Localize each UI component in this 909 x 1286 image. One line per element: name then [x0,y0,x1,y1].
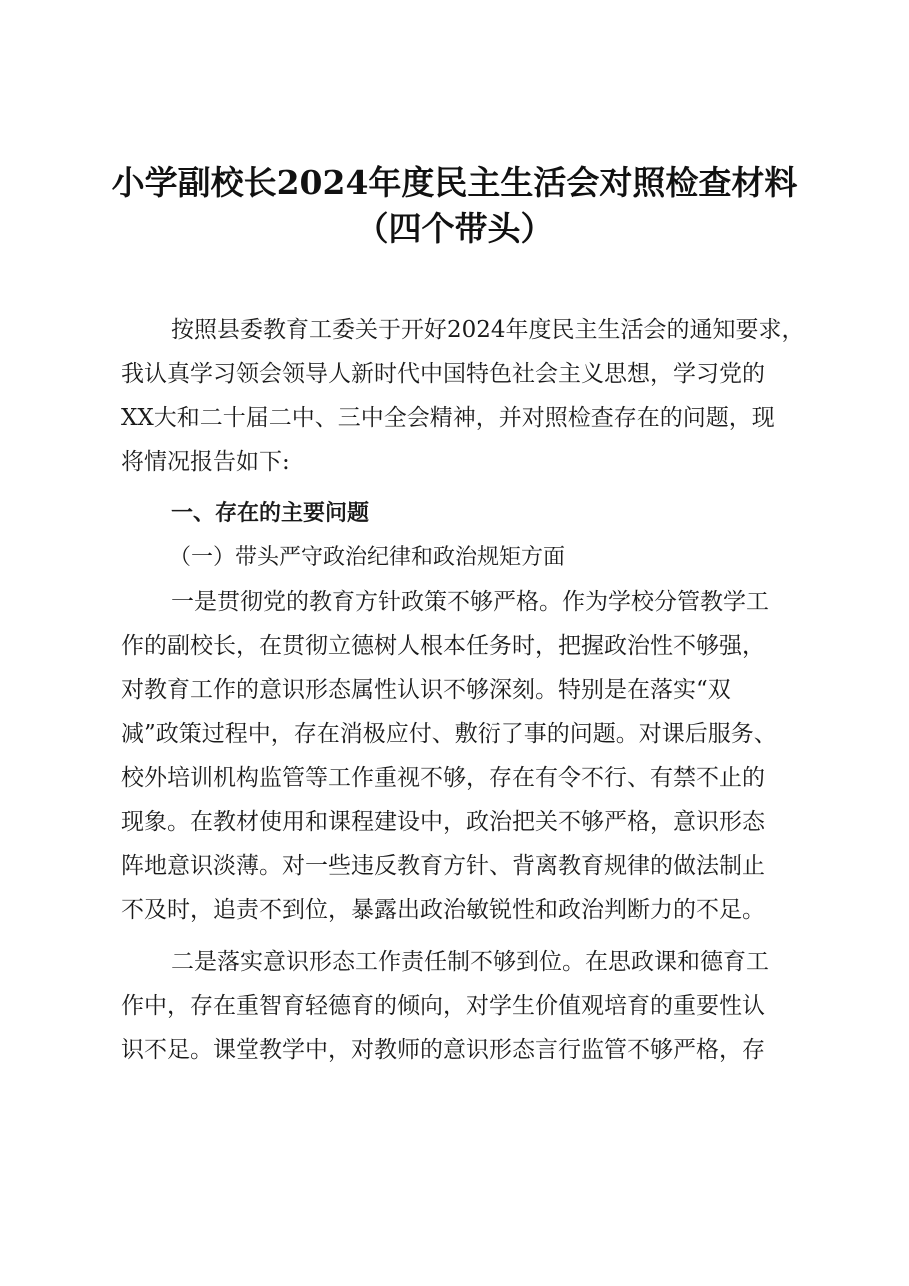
paragraph-line: 二是落实意识形态工作责任制不够到位。在思政课和德育工 [171,949,769,975]
paragraph-line: 对教育工作的意识形态属性认识不够深刻。特别是在落实“双 [121,677,731,703]
title-line-1: 小学副校长2024年度民主生活会对照检查材料 [111,163,798,202]
paragraph-line: 作的副校长，在贯彻立德树人根本任务时，把握政治性不够强， [121,633,765,659]
body-paragraph [121,940,821,1072]
paragraph-line: 减”政策过程中，存在消极应付、敷衍了事的问题。对课后服务、 [121,721,777,747]
paragraph-line: XX大和二十届二中、三中全会精神，并对照检查存在的问题，现 [121,405,775,431]
paragraph-line: 一是贯彻党的教育方针政策不够严格。作为学校分管教学工 [171,589,769,615]
intro-paragraph [121,308,821,484]
paragraph-line: 我认真学习领会领导人新时代中国特色社会主义思想，学习党的 [121,361,765,387]
document-body [121,308,821,1072]
section-heading: 一、存在的主要问题 [171,501,370,526]
paragraph-line: 阵地意识淡薄。对一些违反教育方针、背离教育规律的做法制止 [121,853,765,879]
paragraph-line: 现象。在教材使用和课程建设中，政治把关不够严格，意识形态 [121,809,765,835]
paragraph-line: 按照县委教育工委关于开好2024年度民主生活会的通知要求， [171,317,805,343]
paragraph-line: 校外培训机构监管等工作重视不够，存在有令不行、有禁不止的 [121,765,765,791]
paragraph-line: 识不足。课堂教学中，对教师的意识形态言行监管不够严格，存 [121,1037,765,1063]
body-paragraph [121,580,821,932]
title-line-2: （四个带头） [355,209,554,248]
paragraph-line: 将情况报告如下: [121,449,290,475]
subsection-heading: （一）带头严守政治纪律和政治规矩方面 [169,545,566,570]
document-title [0,160,909,252]
spacer [121,484,821,492]
paragraph-line: 不及时，追责不到位，暴露出政治敏锐性和政治判断力的不足。 [121,897,765,923]
spacer [121,932,821,940]
paragraph-line: 作中，存在重智育轻德育的倾向，对学生价值观培育的重要性认 [121,993,765,1019]
